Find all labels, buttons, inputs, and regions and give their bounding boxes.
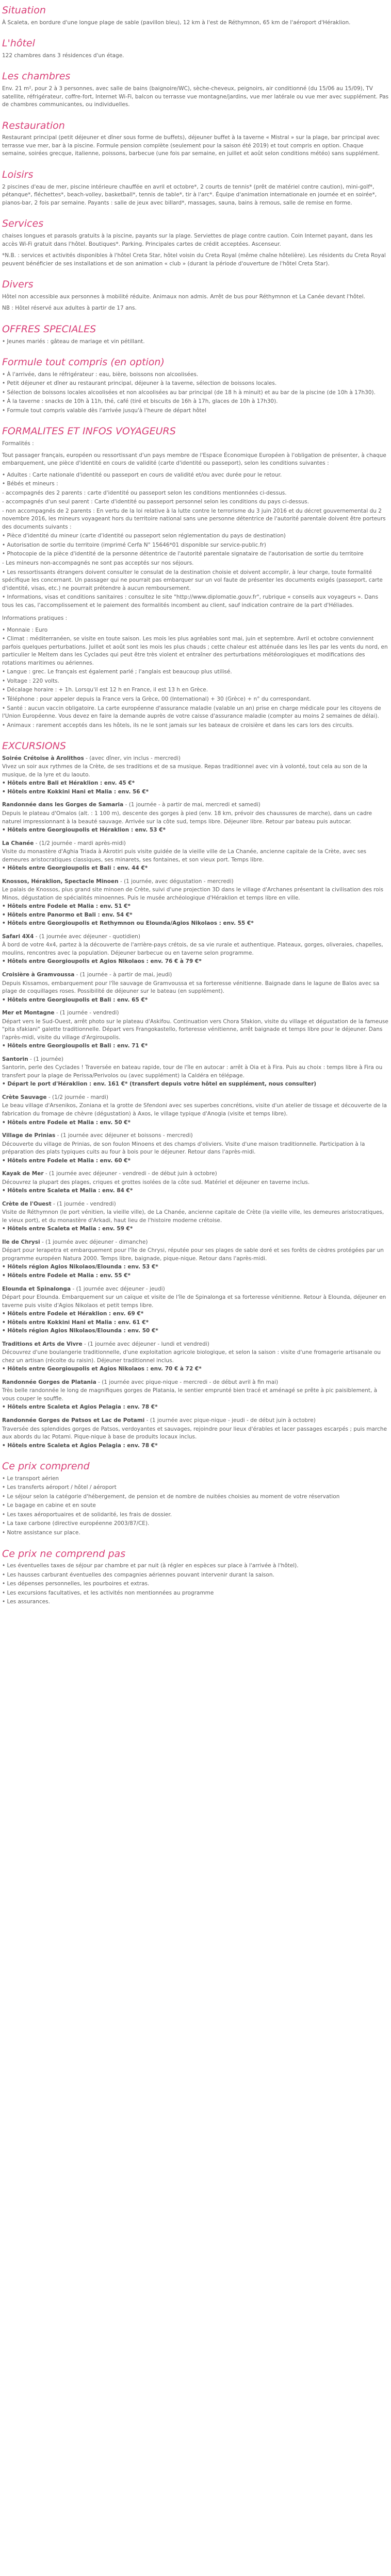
excursion-meta: - (avec dîner, vin inclus - mercredi) — [86, 755, 181, 761]
excursion-item — [2, 1009, 389, 1050]
excursion-header — [2, 801, 389, 809]
excursion-item — [2, 1341, 389, 1374]
paragraph: *N.B. : services et activités disponibles à l'hôtel Creta Star, hôtel voisin du Creta Royal (même chaîne hôtelière). Les résidents du Creta Royal peuvent bénéficier de ses installations et de son animation « club » (durant la période d'ouverture de l'hôtel Creta Star). — [2, 252, 386, 267]
excursion-title: Randonnée Gorges de Patsos et Lac de Potami — [2, 1417, 145, 1423]
excursion-price: • Hôtels entre Panormo et Bali : env. 54 €* — [2, 911, 133, 918]
list-item: • Pièce d'identité du mineur (carte d'identité ou passeport selon réglementation du pays de destination) — [2, 533, 286, 539]
section-heading: EXCURSIONS — [2, 740, 66, 752]
section-heading: L'hôtel — [2, 38, 35, 49]
paragraph: NB : Hôtel réservé aux adultes à partir de 17 ans. — [2, 305, 137, 312]
list-item: • Les excursions facultatives, et les activités non mentionnées au programme — [2, 1589, 214, 1596]
paragraph: À Scaleta, en bordure d'une longue plage de sable (pavillon bleu), 12 km à l'est de Réthymnon, 65 km de l'aéroport d'Héraklion. — [2, 19, 351, 26]
list-item: • Bébés et mineurs : — [2, 481, 58, 487]
excursion-meta: - (1 journée avec déjeuner - dimanche) — [41, 1239, 148, 1245]
excursion-item — [2, 1170, 389, 1195]
excursion-description: Le beau village d'Arsenikos, Zoniana et la grotte de Sfendoni avec ses superbes concrétions, visite d'un atelier de tissage et découverte de la fabrication du fromage de chèvre (dégustation) à Axos, le village typique d'Anogia (visite et temps libre). — [2, 1103, 387, 1117]
excursion-item — [2, 878, 389, 928]
list-item: • Les dépenses personnelles, les pourboires et extras. — [2, 1581, 150, 1587]
excursion-meta: - (1/2 journée - mardi) — [48, 1094, 108, 1100]
paragraph: 2 piscines d'eau de mer, piscine intérieure chauffée en avril et octobre*, 2 courts de tennis* (prêt de matériel contre caution), mini-golf*, pétanque*, fléchettes*, beach-volley, basketball*, tennis de table*, tir à l'arc*. Équipe d'animation internationale en journée et en soirée*, pianos-bar, 2 fois par semaine. Payants : salle de jeux avec billard*, massages, sauna, bains à remous, salle de remise en forme. — [2, 183, 377, 206]
excursion-title: Safari 4X4 — [2, 933, 34, 940]
excursion-description: Le palais de Knossos, plus grand site minoen de Crète, suivi d'une projection 3D dans le village d'Archanes présentant la civilisation des rois Minos, dégustation de spécialités minoennes. Puis le musée archéologique d'Héraklion et temps libre en ville. — [2, 887, 384, 901]
excursion-title: Crète de l'Ouest — [2, 1200, 52, 1207]
excursion-price: • Hôtels entre Fodele et Malia : env. 51 €* — [2, 903, 131, 910]
excursion-description: Traversée des splendides gorges de Patsos, verdoyantes et sauvages, rejoindre pour lieux d'érables et lacer passages escarpés ; puis marche aux abords du lac Potami. Pique-nique à base de produits locaux inclus. — [2, 1426, 387, 1440]
bullet-list — [2, 1562, 389, 1606]
excursion-price: • Hôtels entre Georgioupolis et Héraklion : env. 53 €* — [2, 827, 166, 834]
list-item: • Téléphone : pour appeler depuis la France vers la Grèce, 00 (International) + 30 (Grèce) + n° du correspondant. — [2, 696, 311, 702]
excursion-header — [2, 1200, 389, 1209]
list-item: • Le séjour selon la catégorie d'hébergement, de pension et de nombre de nuitées choisies au moment de votre réservation — [2, 1493, 340, 1500]
list-item: • À la taverne : snacks de 10h à 11h, thé, café (tiré et biscuits de 16h à 17h, glaces de 10h à 17h30). — [2, 398, 278, 405]
excursion-item — [2, 840, 389, 873]
bullet-list — [2, 626, 389, 730]
list-item: • Jeunes mariés : gâteau de mariage et vin pétillant. — [2, 338, 145, 345]
list-item: • Voltage : 220 volts. — [2, 677, 59, 684]
excursion-item — [2, 1285, 389, 1335]
excursion-meta: - (1 journée avec pique-nique - jeudi - de début juin à octobre) — [146, 1417, 316, 1423]
section-heading: Divers — [2, 279, 34, 291]
excursion-price: • Hôtels entre Georgioupolis et Agios Nikolaos : env. 70 € à 72 €* — [2, 1366, 202, 1372]
section-heading: Loisirs — [2, 169, 34, 180]
list-item: • Climat : méditerranéen, se visite en toute saison. Les mois les plus agréables sont mai, juin et septembre. Avril et octobre conviennent parfois quelques perturbations. Juillet et août sont les mois les plus chauds ; cette chaleur est atténuée dans les îles par les vents du nord, en particulier le Meltem dans les Cyclades qui peut être très violent et entraîner des perturbations météorologiques et modifications des rotations maritimes ou aériennes. — [2, 636, 388, 666]
list-item: • Adultes : Carte nationale d'identité ou passeport en cours de validité et/ou avec durée pour le retour. — [2, 471, 282, 478]
excursion-title: Santorin — [2, 1056, 28, 1062]
excursion-price: • Hôtels entre Scaleta et Agios Pelagia : env. 78 €* — [2, 1442, 158, 1449]
excursion-meta: - (1 journée - à partir de mai, mercredi et samedi) — [125, 802, 260, 808]
excursion-item — [2, 1239, 389, 1280]
excursion-title: Kayak de Mer — [2, 1171, 44, 1177]
excursion-meta: - (1/2 journée - mardi après-midi) — [35, 840, 126, 846]
excursion-header — [2, 933, 389, 941]
section-heading: Formule tout compris (en option) — [2, 357, 165, 368]
excursion-header — [2, 1009, 389, 1018]
list-item: • Photocopie de la pièce d'identité de la personne détentrice de l'autorité parentale signataire de l'autorisation de sortie du territoire — [2, 551, 364, 557]
excursion-price: • Hôtels entre Fodele et Malia : env. 55 €* — [2, 1273, 131, 1279]
excursion-header — [2, 1094, 389, 1102]
list-item: • Les assurances. — [2, 1599, 50, 1605]
excursion-meta: - (1 journée avec déjeuner et boissons - mercredi) — [57, 1132, 193, 1139]
paragraph: Restaurant principal (petit déjeuner et dîner sous forme de buffets), déjeuner buffet à la taverne « Mistral » sur la plage, bar principal avec terrasse vue mer, bar à la piscine. Formule pension complète (seulement pour la saison été 2019) et tout compris en option. Chaque semaine, soirées grecque, italienne, poissons, barbecue (une fois par semaine, en juillet et août selon conditions météo) sans supplément. — [2, 134, 380, 157]
excursion-title: Randonnée dans les Gorges de Samaria — [2, 802, 124, 808]
excursion-title: Randonnée Gorges de Platania — [2, 1379, 96, 1385]
excursion-header — [2, 840, 389, 848]
excursion-header — [2, 1379, 389, 1387]
excursion-header — [2, 878, 389, 886]
excursion-header — [2, 1170, 389, 1178]
list-item: - accompagnés des 2 parents : carte d'identité ou passeport selon les conditions mentionnées ci-dessus. — [2, 489, 287, 496]
excursion-description: Depuis Kissamos, embarquement pour l'île sauvage de Gramvoussa et sa forteresse vénitienne. Baignade dans le lagune de Balos avec sa plage de coquillages roses. Possibilité de déjeuner sur le bateau (en supplément). — [2, 980, 380, 995]
list-item: - accompagnés d'un seul parent : Carte d'identité ou passeport personnel selon les conditions du pays ci-dessus. — [2, 499, 309, 505]
excursion-title: Ile de Chrysi — [2, 1239, 40, 1245]
excursion-description: Vivez un soir aux rythmes de la Crète, de ses traditions et de sa musique. Repas traditionnel avec vin à volonté, tout cela au son de la musique, de la lyre et du laouto. — [2, 764, 367, 778]
excursion-description: Visite de Réthymnon (le port vénitien, la vieille ville), de La Chanée, ancienne capitale de Crète (la vieille ville, les demeures aristocratiques, le vieux port), et du monastère d'Arkadi, haut lieu de l'histoire moderne crétoise. — [2, 1209, 384, 1224]
section-heading: FORMALITES ET INFOS VOYAGEURS — [2, 426, 176, 437]
excursion-description: Départ pour Ierapetra et embarquement pour l'île de Chrysi, réputée pour ses plages de sable doré et ses forêts de cèdres protégées par un programme européen Natura 2000. Temps libre, baignade, pique-nique. Retour dans l'après-midi. — [2, 1247, 384, 1262]
excursion-price: • Hôtels entre Bali et Héraklion : env. 45 €* — [2, 780, 135, 787]
list-item: • Animaux : rarement acceptés dans les hôtels, ils ne le sont jamais sur les bateaux de croisière et dans les cars lors des circuits. — [2, 722, 354, 728]
excursion-description: À bord de votre 4x4, partez à la découverte de l'arrière-pays crétois, de sa vie rurale et authentique. Plateaux, gorges, oliveraies, chapelles, moulins, rencontres avec la population. Déjeuner barbecue ou en taverne selon programme. — [2, 942, 383, 956]
list-item: • Sélection de boissons locales alcoolisées et non alcoolisées au bar principal (de 18 h à minuit) et au bar de la piscine (de 10h à 17h30). — [2, 389, 376, 396]
excursion-meta: - (1 journée avec déjeuner - jeudi) — [72, 1285, 165, 1292]
excursion-item — [2, 1417, 389, 1450]
list-item: • Les éventuelles taxes de séjour par chambre et par nuit (à régler en espèces sur place à l'arrivée à l'hôtel). — [2, 1563, 299, 1569]
list-item: - Les mineurs non-accompagnés ne sont pas acceptés sur nos séjours. — [2, 560, 194, 566]
section-heading: Services — [2, 218, 44, 230]
excursion-header — [2, 1341, 389, 1349]
excursion-title: Soirée Crétoise à Arolithos — [2, 755, 84, 761]
excursion-item — [2, 1056, 389, 1089]
excursion-meta: - (1 journée avec déjeuner - lundi et vendredi) — [84, 1341, 209, 1347]
excursion-item — [2, 801, 389, 834]
excursion-meta: - (1 journée - vendredi) — [53, 1200, 116, 1207]
excursion-item — [2, 1200, 389, 1233]
list-item: • Notre assistance sur place. — [2, 1529, 80, 1536]
list-item: - non accompagnés de 2 parents : En vertu de la loi relative à la lutte contre le terrorisme du 3 juin 2016 et du décret gouvernemental du 2 novembre 2016, les mineurs voyageant hors du territoire national sans une personne détentrice de l'autorité parentale doivent être porteurs des documents suivants : — [2, 507, 386, 530]
excursion-header — [2, 1417, 389, 1425]
list-item: • Formule tout compris valable dès l'arrivée jusqu'à l'heure de départ hôtel — [2, 407, 207, 414]
excursion-meta: - (1 journée avec déjeuner - vendredi - de début juin à octobre) — [45, 1171, 217, 1177]
bullet-list — [2, 338, 389, 346]
section-heading: OFFRES SPECIALES — [2, 323, 96, 335]
excursion-title: Elounda et Spinalonga — [2, 1285, 71, 1292]
excursion-price: • Hôtels entre Scaleta et Malia : env. 84 €* — [2, 1188, 133, 1194]
excursion-price: • Hôtels entre Georgioupolis et Bali : env. 44 €* — [2, 865, 148, 872]
excursion-price: • Hôtels entre Fodele et Malia : env. 60 €* — [2, 1157, 131, 1164]
excursion-item — [2, 1379, 389, 1412]
excursion-description: Santorin, perle des Cyclades ! Traversée en bateau rapide, tour de l'île en autocar : arrêt à Oia et à Fira. Puis au choix : temps libre à Fira ou transfert pour la plage de Perissa/Perivolos ou (avec supplément) la Caldéra en télépage. — [2, 1064, 383, 1079]
excursion-header — [2, 755, 389, 763]
excursion-item — [2, 933, 389, 966]
paragraph: Tout passager français, européen ou ressortissant d'un pays membre de l'Espace Économique Européen à l'obligation de présenter, à chaque embarquement, une pièce d'identité en cours de validité (carte d'identité ou passeport), selon les conditions suivantes : — [2, 452, 386, 467]
excursion-description: Découvrez la plupart des plages, criques et grottes isolées de la côte sud. Matériel et déjeuner en taverne inclus. — [2, 1179, 310, 1185]
excursion-title: Crète Sauvage — [2, 1094, 47, 1100]
excursion-header — [2, 971, 389, 979]
excursion-meta: - (1 journée) — [29, 1056, 63, 1062]
excursion-header — [2, 1056, 389, 1064]
excursion-header — [2, 1285, 389, 1294]
excursion-price: • Départ le port d'Héraklion : env. 161 €* (transfert depuis votre hôtel en supplément, nous consulter) — [2, 1081, 317, 1088]
excursion-price: • Hôtels entre Kokkini Hani et Malia : env. 56 €* — [2, 788, 149, 795]
list-item: • Informations, visas et conditions sanitaires : consultez le site "http://www.diplomatie.gouv.fr", rubrique « conseils aux voyageurs ». Dans tous les cas, l'accomplissement et le paiement des formalités incombent au client, sauf indication contraire de la part d'Héliades. — [2, 594, 379, 608]
bullet-list — [2, 371, 389, 415]
list-item: • Petit déjeuner et dîner au restaurant principal, déjeuner à la taverne, sélection de boissons locales. — [2, 380, 277, 387]
excursion-description: Découverte du village de Prinias, de son foulon Minoens et des champs d'oliviers. Visite d'une maison traditionnelle. Participation à la préparation des plats typiques cuits au four à bois pour le déjeuner. Retour dans l'après-midi. — [2, 1141, 365, 1156]
bullet-list — [2, 1475, 389, 1537]
paragraph: Env. 21 m², pour 2 à 3 personnes, avec salle de bains (baignoire/WC), sèche-cheveux, peignoirs, air conditionné (du 15/06 au 15/09), TV satellite, réfrigérateur, coffre-fort, Internet Wi-Fi, balcon ou terrasse vue montagne/jardins, vue mer latérale ou vue mer avec supplément. Pas de chambres communicantes, ou individuelles. — [2, 86, 389, 108]
excursion-title: La Chanée — [2, 840, 34, 846]
excursion-description: Très belle randonnée le long de magnifiques gorges de Platania, le sentier emprunté bien tracé et aménagé se prête à pic paisiblement, à vous couper le souffle. — [2, 1387, 378, 1402]
section-heading: Restauration — [2, 120, 65, 131]
list-item: • Décalage horaire : + 1h. Lorsqu'il est 12 h en France, il est 13 h en Grèce. — [2, 687, 208, 693]
excursion-price: • Hôtels entre Fodele et Malia : env. 50 €* — [2, 1119, 131, 1126]
excursion-title: Village de Prinias — [2, 1132, 56, 1139]
paragraph: Hôtel non accessible aux personnes à mobilité réduite. Animaux non admis. Arrêt de bus pour Réthymnon et La Canée devant l'hôtel. — [2, 293, 366, 300]
list-item: • À l'arrivée, dans le réfrigérateur : eau, bière, boissons non alcoolisées. — [2, 371, 199, 378]
paragraph: Formalités : — [2, 440, 34, 447]
excursion-meta: - (1 journée, avec dégustation - mercredi) — [120, 878, 234, 885]
excursion-title: Traditions et Arts de Vivre — [2, 1341, 83, 1347]
excursion-price: • Hôtels entre Georgioupolis et Rethymnon ou Elounda/Agios Nikolaos : env. 55 €* — [2, 920, 254, 927]
list-item: • Les ressortissants étrangers doivent consulter le consulat de la destination choisie et doivent accomplir, à leur charge, toute formalité spécifique les concernant. Un passager qui ne pourrait pas embarquer sur un vol faute de présenter les documents exigés (passeport, carte d'identité, visas, etc.) ne pourrait prétendre à aucun remboursement. — [2, 569, 383, 591]
list-item: • Autorisation de sortie du territoire (imprimé Cerfa N° 15646*01 disponible sur service-public.fr) — [2, 541, 266, 548]
list-item: • Monnaie : Euro — [2, 626, 48, 633]
paragraph: 122 chambres dans 3 résidences d'un étage. — [2, 52, 124, 59]
excursion-price: • Hôtels entre Scaleta et Agios Pelagia : env. 78 €* — [2, 1404, 158, 1411]
excursion-header — [2, 1239, 389, 1247]
excursion-description: Visite du monastère d'Aghia Triada à Akrotiri puis visite guidée de la vieille ville de La Chanée, ancienne capitale de la Crète, avec ses demeures aristocratiques classiques, ses minarets, ses fontaines, et son vieux port. Temps libre. — [2, 849, 367, 863]
list-item: • Le transport aérien — [2, 1475, 59, 1482]
excursion-meta: - (1 journée avec déjeuner - quotidien) — [35, 933, 140, 940]
list-item: • Langue : grec. Le français est également parlé ; l'anglais est beaucoup plus utilisé. — [2, 669, 232, 675]
list-item: • Les taxes aéroportuaires et de solidarité, les frais de dossier. — [2, 1511, 172, 1518]
excursion-price: • Hôtels entre Georgioupolis et Bali : env. 71 €* — [2, 1043, 148, 1049]
excursion-description: Depuis le plateau d'Omalos (alt. : 1 100 m), descente des gorges à pied (env. 18 km, prévoir des chaussures de marche), dans un cadre naturel impressionnant à la beauté sauvage. Arrivée sur la côte sud, temps libre. Déjeuner libre. Retour par bateau puis autocar. — [2, 810, 372, 825]
list-item: • Le bagage en cabine et en soute — [2, 1502, 96, 1509]
excursion-description: Découvrez d'une boulangerie traditionnelle, d'une exploitation agricole biologique, et selon la saison : visite d'une fromagerie artisanale ou chez un artisan (récolte du raisin). Déjeuner traditionnel inclus. — [2, 1349, 381, 1364]
paragraph: Informations pratiques : — [2, 615, 68, 622]
excursion-title: Mer et Montagne — [2, 1010, 55, 1016]
excursion-item — [2, 1094, 389, 1127]
excursion-item — [2, 755, 389, 796]
excursion-price: • Hôtels entre Georgioupolis et Agios Nikolaos : env. 76 € à 79 €* — [2, 958, 202, 965]
list-item: • Les hausses carburant éventuelles des compagnies aériennes pouvant intervenir durant la saison. — [2, 1571, 274, 1578]
excursion-price: • Hôtels région Agios Nikolaos/Elounda : env. 53 €* — [2, 1264, 158, 1270]
excursion-price: • Hôtels entre Scaleta et Malia : env. 59 €* — [2, 1226, 133, 1232]
excursion-description: Départ pour Elounda. Embarquement sur un caïque et visite de l'île de Spinalonga et sa forteresse vénitienne. Retour à Elounda, déjeuner en taverne puis visite d'Agios Nikolaos et petit temps libre. — [2, 1294, 386, 1309]
excursion-meta: - (1 journée avec pique-nique - mercredi - de début avril à fin mai) — [98, 1379, 279, 1385]
section-heading: Situation — [2, 5, 46, 16]
section-heading: Les chambres — [2, 71, 71, 82]
list-item: • La taxe carbone (directive européenne 2003/87/CE). — [2, 1520, 150, 1527]
list-item: • Les transferts aéroport / hôtel / aéroport — [2, 1484, 117, 1491]
excursion-price: • Hôtels entre Kokkini Hani et Malia : env. 61 €* — [2, 1319, 149, 1326]
excursion-meta: - (1 journée - à partir de mai, jeudi) — [76, 972, 172, 978]
excursion-meta: - (1 journée - vendredi) — [56, 1010, 119, 1016]
paragraph: chaises longues et parasols gratuits à la piscine, payants sur la plage. Serviettes de plage contre caution. Coin Internet payant, dans les accès Wi-Fi gratuit dans l'hôtel. Boutiques*. Parking. Principales cartes de crédit acceptées. Ascenseur. — [2, 232, 373, 247]
bullet-list — [2, 471, 389, 610]
excursion-price: • Hôtels région Agios Nikolaos/Elounda : env. 50 €* — [2, 1328, 158, 1334]
excursion-item — [2, 1132, 389, 1165]
excursion-price: • Hôtels entre Fodele et Héraklion : env. 69 €* — [2, 1311, 144, 1317]
excursion-title: Croisière à Gramvoussa — [2, 972, 75, 978]
section-heading: Ce prix ne comprend pas — [2, 1548, 126, 1560]
list-item: • Santé : aucun vaccin obligatoire. La carte européenne d'assurance maladie (valable un an) prise en charge médicale pour les citoyens de l'Union Européenne. Vous devez en faire la demande auprès de votre caisse d'assurance maladie (compter au moins 2 semaines de délai). — [2, 705, 381, 720]
excursion-header — [2, 1132, 389, 1140]
excursion-price: • Hôtels entre Georgioupolis et Bali : env. 65 €* — [2, 996, 148, 1003]
section-heading: Ce prix comprend — [2, 1461, 90, 1472]
excursion-title: Knossos, Héraklion, Spectacle Minoen — [2, 878, 119, 885]
excursion-description: Départ vers le Sud-Ouest, arrêt photo sur le plateau d'Askifou. Continuation vers Chora Sfakion, visite du village et dégustation de la fameuse "pita sfakiani" galette traditionnelle. Départ vers Frangokastello, forteresse vénitienne, arrêt baignade et temps libre pour le déjeuner. Dans l'après-midi, visite du village d'Argiroupolis. — [2, 1018, 388, 1041]
excursion-item — [2, 971, 389, 1004]
